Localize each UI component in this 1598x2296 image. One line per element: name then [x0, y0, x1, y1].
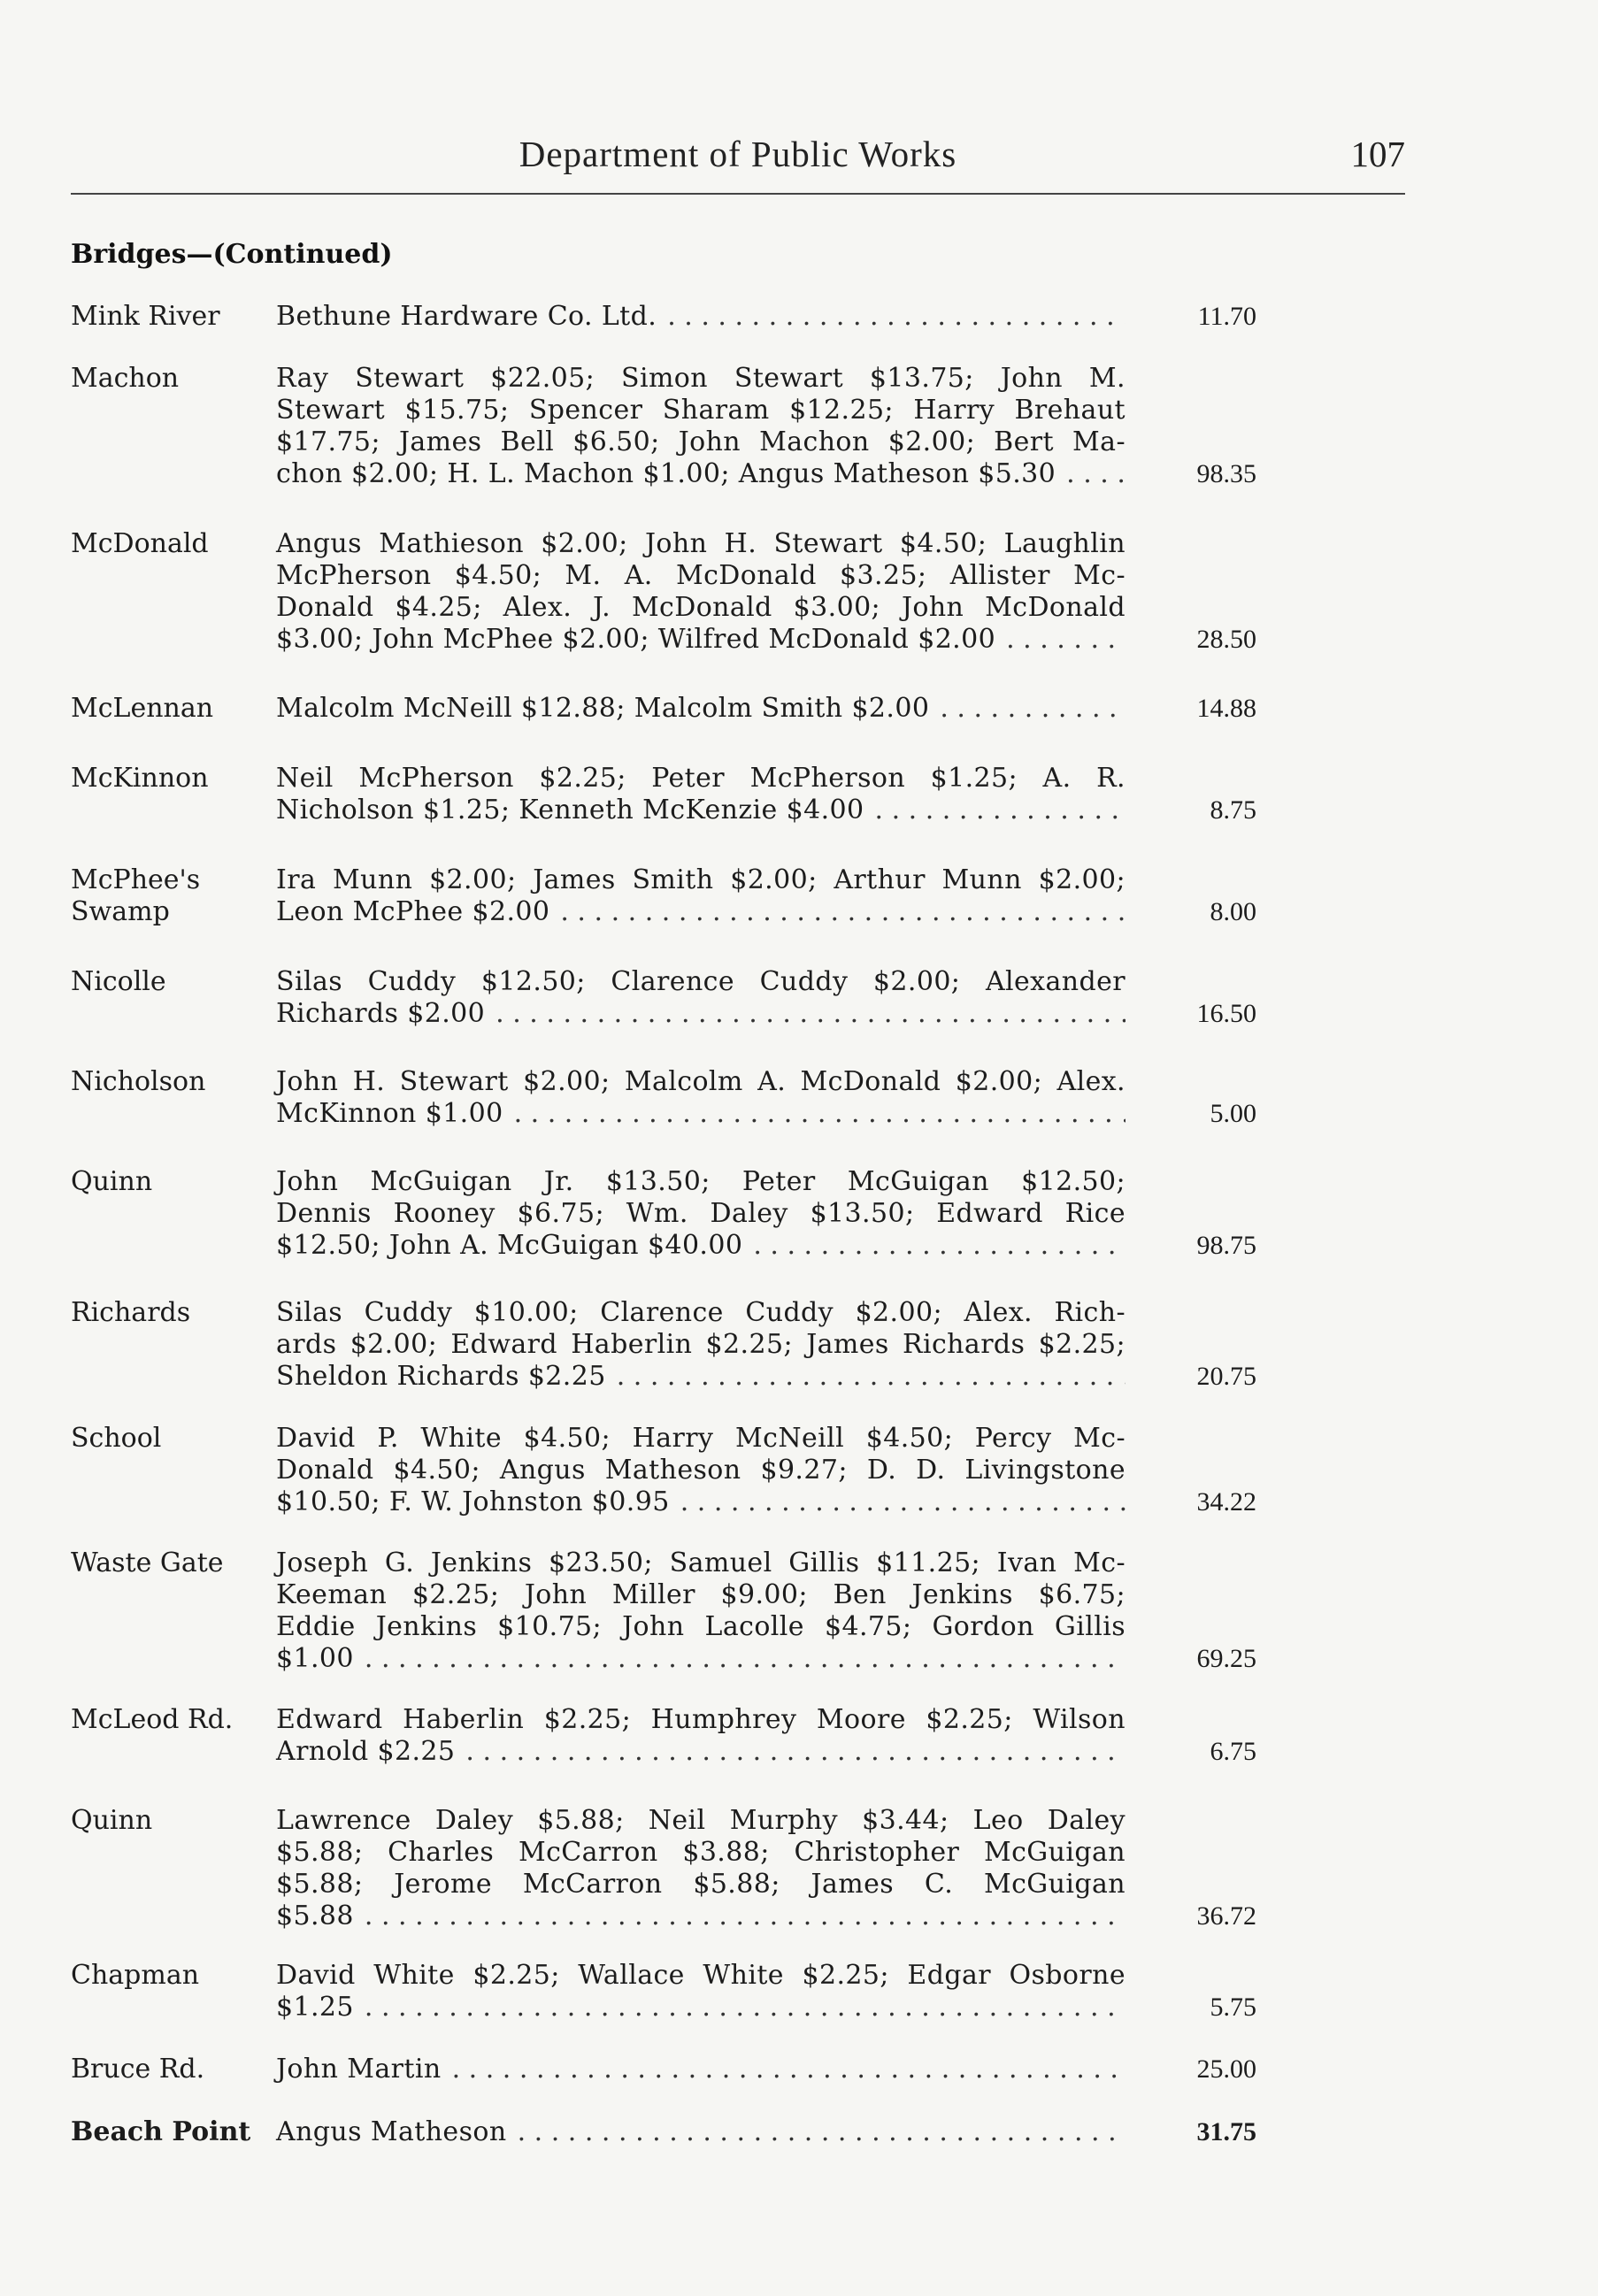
payee-line: $17.75; James Bell $6.50; John Machon $2.00; Bert Ma- [276, 426, 1126, 457]
dot-leader [465, 1736, 1126, 1768]
dot-leader [365, 1901, 1126, 1932]
payee-list [276, 528, 1126, 656]
payee-line: Ray Stewart $22.05; Simon Stewart $13.75; John M. [276, 363, 1126, 394]
payee-list [276, 2116, 1126, 2148]
bridge-name: Nicholson [71, 1066, 206, 1097]
payee-line: Silas Cuddy $10.00; Clarence Cuddy $2.00; Alex. Rich- [276, 1297, 1126, 1328]
dot-leader [560, 896, 1126, 928]
payee-line: Dennis Rooney $6.75; Wm. Daley $13.50; Edward Rice [276, 1198, 1126, 1229]
amount: 6.75 [1210, 1737, 1256, 1766]
amount: 8.75 [1210, 795, 1256, 825]
dot-leader [940, 693, 1126, 725]
payee-line: Sheldon Richards $2.25 [276, 1361, 606, 1392]
dot-leader [667, 301, 1126, 333]
payee-line: Angus Mathieson $2.00; John H. Stewart $4.50; Laughlin [276, 528, 1126, 559]
payee-last-line [276, 1230, 1126, 1262]
page-number: 107 [1350, 134, 1405, 174]
bridge-name: McPhee's Swamp [71, 864, 201, 927]
payee-line: Leon McPhee $2.00 [276, 896, 550, 927]
bridge-name: Beach Point [71, 2116, 251, 2147]
payee-line: Nicholson $1.25; Kenneth McKenzie $4.00 [276, 795, 864, 825]
payee-list [276, 763, 1126, 826]
payee-list [276, 301, 1126, 333]
payee-line: Stewart $15.75; Spencer Sharam $12.25; Harry Brehaut [276, 395, 1126, 426]
dot-leader [1006, 624, 1126, 656]
dot-leader [680, 1486, 1126, 1518]
section-heading: Bridges—(Continued) [71, 239, 393, 270]
dot-leader [514, 1098, 1126, 1130]
payee-last-line [276, 1992, 1126, 2023]
dot-leader [1066, 458, 1126, 490]
payee-line: $10.50; F. W. Johnston $0.95 [276, 1486, 670, 1517]
payee-last-line [276, 998, 1126, 1030]
payee-line: Richards $2.00 [276, 998, 486, 1029]
bridge-name: Quinn [71, 1805, 153, 1836]
amount: 14.88 [1196, 694, 1256, 723]
payee-last-line [276, 2054, 1126, 2085]
payee-last-line [276, 458, 1126, 490]
dot-leader [365, 1643, 1126, 1675]
dot-leader [617, 1361, 1126, 1393]
payee-list [276, 363, 1126, 490]
payee-line: Keeman $2.25; John Miller $9.00; Ben Jenkins $6.75; [276, 1579, 1126, 1610]
amount: 98.35 [1196, 459, 1256, 488]
payee-line: $3.00; John McPhee $2.00; Wilfred McDonald $2.00 [276, 624, 996, 655]
payee-line: ards $2.00; Edward Haberlin $2.25; James Richards $2.25; [276, 1329, 1126, 1360]
bridge-name: Quinn [71, 1166, 153, 1197]
amount: 31.75 [1196, 2117, 1256, 2146]
dot-leader [518, 2116, 1126, 2148]
payee-last-line [276, 693, 1126, 725]
payee-line: David P. White $4.50; Harry McNeill $4.50; Percy Mc- [276, 1423, 1126, 1454]
payee-line: David White $2.25; Wallace White $2.25; Edgar Osborne [276, 1960, 1126, 1991]
amount: 5.00 [1210, 1099, 1256, 1128]
payee-list [276, 1960, 1126, 2023]
amount: 69.25 [1196, 1644, 1256, 1673]
amount: 34.22 [1196, 1487, 1256, 1517]
dot-leader [496, 998, 1126, 1030]
amount: 20.75 [1196, 1362, 1256, 1391]
payee-line: Lawrence Daley $5.88; Neil Murphy $3.44; Leo Daley [276, 1805, 1126, 1836]
payee-line: Neil McPherson $2.25; Peter McPherson $1.25; A. R. [276, 763, 1126, 794]
payee-last-line [276, 624, 1126, 656]
payee-list [276, 2054, 1126, 2085]
bridge-name: McDonald [71, 528, 209, 559]
payee-line: $1.25 [276, 1992, 354, 2023]
payee-line: $5.88; Charles McCarron $3.88; Christopher McGuigan [276, 1837, 1126, 1868]
payee-line: Malcolm McNeill $12.88; Malcolm Smith $2.00 [276, 693, 930, 724]
payee-line: Donald $4.50; Angus Matheson $9.27; D. D. Livingstone [276, 1455, 1126, 1486]
bridge-name: Machon [71, 363, 180, 394]
payee-last-line [276, 301, 1126, 333]
payee-line: chon $2.00; H. L. Machon $1.00; Angus Matheson $5.30 [276, 458, 1056, 489]
amount: 8.00 [1210, 897, 1256, 926]
payee-list [276, 1704, 1126, 1768]
bridge-name: Waste Gate [71, 1547, 224, 1578]
bridge-name: McLeod Rd. [71, 1704, 234, 1735]
payee-last-line [276, 2116, 1126, 2148]
amount: 98.75 [1196, 1231, 1256, 1260]
bridge-name: Bruce Rd. [71, 2054, 205, 2085]
payee-list [276, 1066, 1126, 1130]
payee-list [276, 966, 1126, 1030]
dot-leader [875, 795, 1126, 826]
dot-leader [452, 2054, 1126, 2085]
payee-list [276, 693, 1126, 725]
payee-line: Edward Haberlin $2.25; Humphrey Moore $2.25; Wilson [276, 1704, 1126, 1735]
running-head-title: Department of Public Works [519, 134, 957, 174]
bridge-name: McKinnon [71, 763, 209, 794]
payee-list [276, 1805, 1126, 1932]
payee-line: John H. Stewart $2.00; Malcolm A. McDonald $2.00; Alex. [276, 1066, 1126, 1097]
payee-last-line [276, 795, 1126, 826]
payee-last-line [276, 1486, 1126, 1518]
amount: 16.50 [1196, 999, 1256, 1028]
payee-line: Ira Munn $2.00; James Smith $2.00; Arthur Munn $2.00; [276, 864, 1126, 895]
payee-line: Joseph G. Jenkins $23.50; Samuel Gillis $11.25; Ivan Mc- [276, 1547, 1126, 1578]
payee-line: Angus Matheson [276, 2116, 507, 2147]
payee-list [276, 1166, 1126, 1262]
amount: 25.00 [1196, 2054, 1256, 2084]
payee-line: Arnold $2.25 [276, 1736, 456, 1767]
payee-line: McKinnon $1.00 [276, 1098, 503, 1129]
payee-list [276, 1547, 1126, 1675]
payee-line: Donald $4.25; Alex. J. McDonald $3.00; John McDonald [276, 592, 1126, 623]
amount: 36.72 [1196, 1901, 1256, 1931]
payee-line: John McGuigan Jr. $13.50; Peter McGuigan $12.50; [276, 1166, 1126, 1197]
bridge-name: Mink River [71, 301, 220, 332]
payee-list [276, 864, 1126, 928]
payee-last-line [276, 1736, 1126, 1768]
amount: 28.50 [1196, 625, 1256, 654]
bridge-name: Richards [71, 1297, 191, 1328]
payee-line: Bethune Hardware Co. Ltd. [276, 301, 657, 332]
payee-line: Eddie Jenkins $10.75; John Lacolle $4.75; Gordon Gillis [276, 1611, 1126, 1642]
payee-line: Silas Cuddy $12.50; Clarence Cuddy $2.00; Alexander [276, 966, 1126, 997]
payee-list [276, 1297, 1126, 1393]
dot-leader [365, 1992, 1126, 2023]
payee-line: John Martin [276, 2054, 442, 2085]
payee-last-line [276, 1361, 1126, 1393]
payee-line: McPherson $4.50; M. A. McDonald $3.25; Allister Mc- [276, 560, 1126, 591]
bridge-name: McLennan [71, 693, 214, 724]
amount: 11.70 [1197, 302, 1256, 331]
payee-last-line [276, 896, 1126, 928]
bridge-name: Chapman [71, 1960, 200, 1991]
amount: 5.75 [1210, 1993, 1256, 2022]
payee-line: $12.50; John A. McGuigan $40.00 [276, 1230, 743, 1261]
payee-last-line [276, 1901, 1126, 1932]
payee-list [276, 1423, 1126, 1518]
payee-last-line [276, 1098, 1126, 1130]
payee-line: $5.88 [276, 1901, 354, 1931]
payee-last-line [276, 1643, 1126, 1675]
payee-line: $1.00 [276, 1643, 354, 1674]
payee-line: $5.88; Jerome McCarron $5.88; James C. McGuigan [276, 1869, 1126, 1900]
bridge-name: Nicolle [71, 966, 166, 997]
bridge-name: School [71, 1423, 162, 1454]
dot-leader [753, 1230, 1126, 1262]
